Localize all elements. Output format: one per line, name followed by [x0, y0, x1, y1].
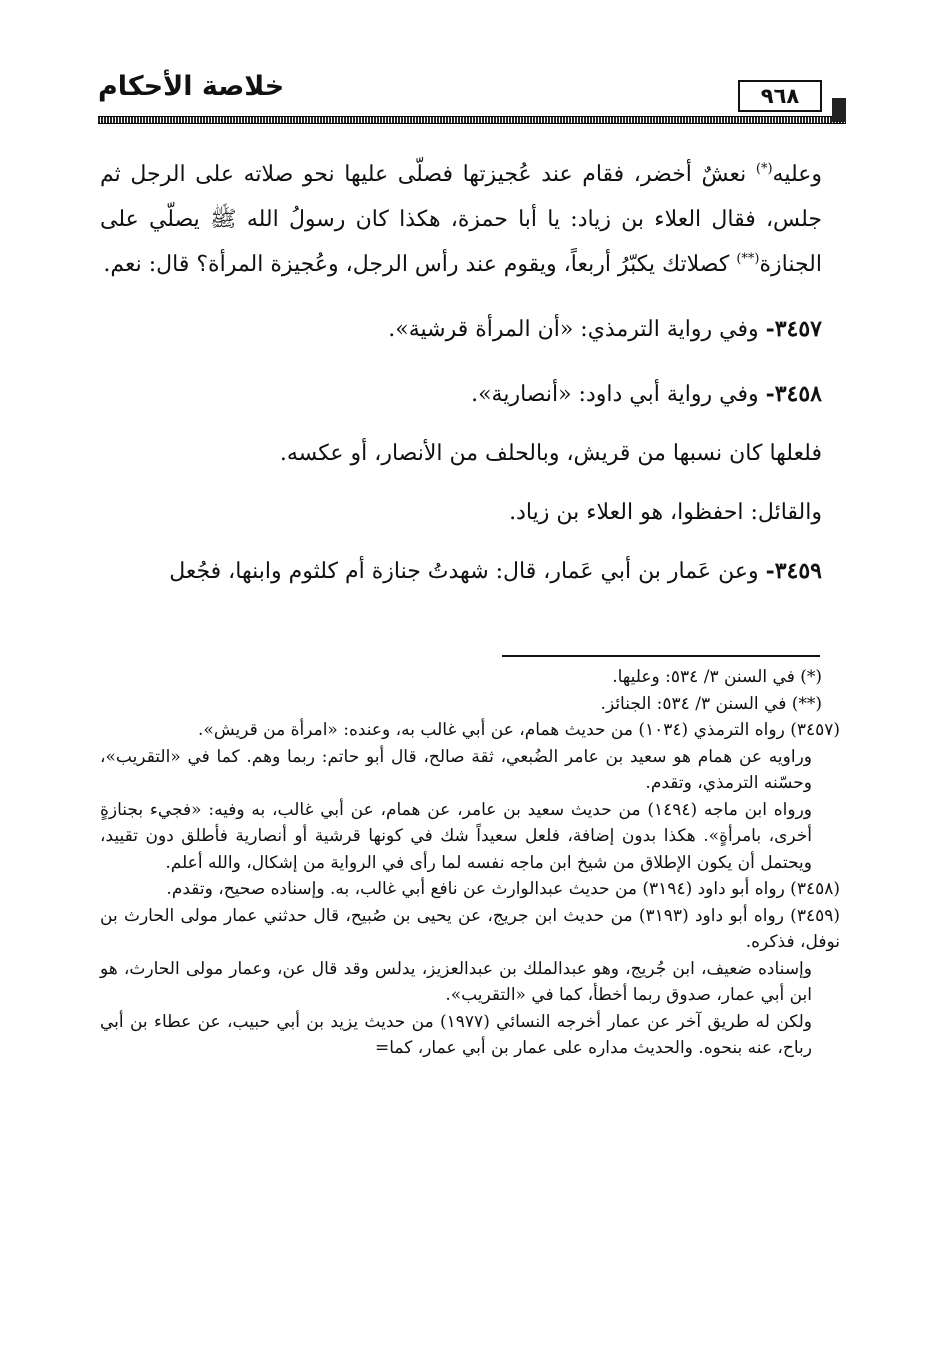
- footnote-3459-cont: ولكن له طريق آخر عن عمار أخرجه النسائي (١٩٧٧) من حديث يزيد بن أبي حبيب، عن عطاء بن أبي رباح، عنه بنحوه. والحديث مداره على عمار بن أبي عمار، كما=: [100, 1011, 812, 1058]
- footnote-3459-cont: وإسناده ضعيف، ابن جُريج، وهو عبدالملك بن عبدالعزيز، يدلس وقد قال عن، وعمار مولى الحارث، هو ابن أبي عمار، صدوق ربما أخطأ، كما في «التقريب».: [100, 958, 812, 1005]
- hadith-text: وعن عَمار بن أبي عَمار، قال: شهدتُ جنازة أم كلثوم وابنها، فجُعل: [169, 559, 766, 584]
- footnote-3457-cont: ورواه ابن ماجه (١٤٩٤) من حديث سعيد بن عامر، عن همام، عن أبي غالب، به وفيه: «فجيء بجنازةٍ أخرى، بامرأةٍ». هكذا بدون إضافة، فلعل سعيداً شك في كونها قرشية أو أنصارية فأطلق دون تقييد، ويحتمل أن يكون الإطلاق من شيخ ابن ماجه نفسه لما رأى في الرواية من إشكال، والله أعلم.: [100, 799, 813, 873]
- footnote-2: (**) في السنن ٣/ ٥٣٤: الجنائز.: [600, 693, 822, 714]
- hadith-3458: [100, 372, 822, 417]
- hadith-text: وفي رواية الترمذي: «أن المرأة قرشية».: [388, 317, 766, 342]
- paragraph-nasab: فلعلها كان نسبها من قريش، وبالحلف من الأنصار، أو عكسه.: [279, 441, 822, 466]
- footnote-3457: (٣٤٥٧) رواه الترمذي (١٠٣٤) من حديث همام، عن أبي غالب به، وعنده: «امرأة من قريش».: [198, 720, 840, 740]
- page-header: [98, 68, 846, 128]
- footnote-ref-2: (**): [736, 251, 760, 267]
- paragraph-text: وعليه: [772, 162, 822, 187]
- footnote-3458: (٣٤٥٨) رواه أبو داود (٣١٩٤) من حديث عبدالوارث عن نافع أبي غالب، به. وإسناده صحيح، وتقدم.: [166, 879, 840, 899]
- footnote-1: (*) في السنن ٣/ ٥٣٤: وعليها.: [612, 667, 822, 687]
- header-rule-cap: [832, 98, 846, 122]
- header-rule: [98, 116, 846, 124]
- paragraph-continuation: [100, 152, 822, 287]
- hadith-number: ٣٤٥٧-: [765, 316, 822, 342]
- paragraph-text: كصلاتك يكبّرُ أربعاً، ويقوم عند رأس الرجل، وعُجيزة المرأة؟ قال: نعم.: [103, 252, 737, 277]
- hadith-3459: [100, 549, 822, 594]
- hadith-number: ٣٤٥٨-: [765, 381, 822, 407]
- hadith-number: ٣٤٥٩-: [765, 558, 822, 584]
- footnotes: [100, 664, 840, 1062]
- main-text: [100, 152, 822, 594]
- footnote-ref-1: (*): [755, 161, 773, 177]
- paragraph-qaail: والقائل: احفظوا، هو العلاء بن زياد.: [509, 500, 822, 525]
- footnote-3457-cont: وراويه عن همام هو سعيد بن عامر الضُبعي، ثقة صالح، قال أبو حاتم: ربما وهم. كما في «التقريب»، وحسّنه الترمذي، وتقدم.: [100, 746, 812, 793]
- hadith-text: وفي رواية أبي داود: «أنصارية».: [471, 382, 766, 407]
- footnote-separator: [502, 655, 820, 657]
- page-number: ٩٦٨: [738, 80, 822, 112]
- footnote-3459: (٣٤٥٩) رواه أبو داود (٣١٩٣) من حديث ابن جريج، عن يحيى بن صُبيح، قال حدثني عمار مولى الحارث بن نوفل، فذكره.: [100, 905, 840, 952]
- paragraph-text: نعشٌ أخضر، فقام عند عُجيزتها فصلّى عليها نحو صلاته على الرجل ثم جلس، فقال العلاء بن زياد: يا أبا حمزة، هكذا كان رسولُ الله ﷺ يصلّي على الجنازة: [100, 162, 822, 277]
- book-title: خلاصة الأحكام: [98, 71, 285, 102]
- hadith-3457: [100, 307, 822, 352]
